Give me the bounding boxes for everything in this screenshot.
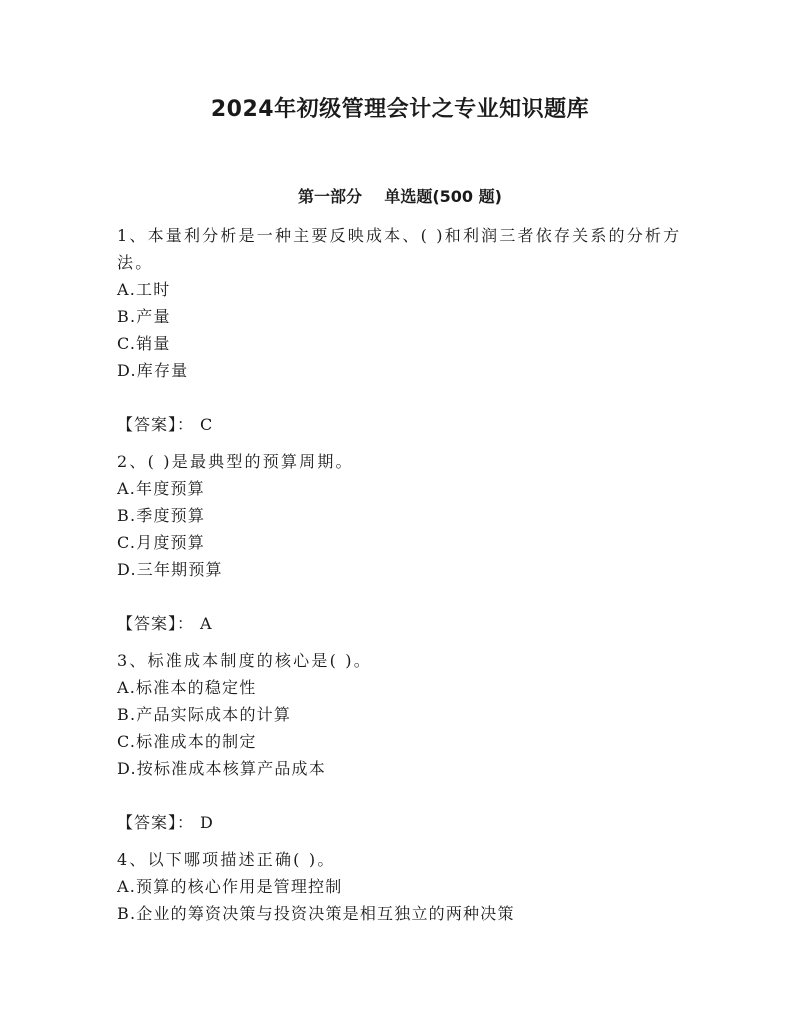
question-stem: 1、本量利分析是一种主要反映成本、( )和利润三者依存关系的分析方法。 [117, 226, 682, 272]
answer-value: C [200, 415, 214, 434]
option-b: B.产品实际成本的计算 [117, 705, 292, 724]
option-c: C.月度预算 [117, 533, 205, 552]
answer-value: A [200, 614, 213, 633]
option-d: D.三年期预算 [117, 560, 223, 579]
option-b: B.产量 [117, 307, 171, 326]
option-c: C.标准成本的制定 [117, 732, 257, 751]
answer-line [117, 809, 687, 836]
document-title: 2024年初级管理会计之专业知识题库 [210, 97, 590, 122]
option-b: B.企业的筹资决策与投资决策是相互独立的两种决策 [117, 904, 515, 923]
question-1 [117, 222, 687, 438]
option-a: A.标准本的稳定性 [117, 678, 257, 697]
question-list [117, 222, 687, 927]
question-4 [117, 846, 687, 927]
answer-line [117, 610, 687, 637]
option-a: A.年度预算 [117, 479, 205, 498]
option-a: A.工时 [117, 280, 171, 299]
answer-label: 【答案】： [117, 415, 195, 434]
question-2 [117, 448, 687, 637]
option-a: A.预算的核心作用是管理控制 [117, 877, 343, 896]
question-stem: 3、标准成本制度的核心是( )。 [117, 651, 372, 670]
option-d: D.按标准成本核算产品成本 [117, 759, 326, 778]
question-3 [117, 647, 687, 836]
option-c: C.销量 [117, 334, 171, 353]
answer-line [117, 411, 687, 438]
answer-value: D [200, 813, 214, 832]
section-title: 第一部分 单选题(500 题) [298, 187, 502, 206]
answer-label: 【答案】： [117, 813, 195, 832]
option-d: D.库存量 [117, 361, 189, 380]
answer-label: 【答案】： [117, 614, 195, 633]
question-stem: 2、( )是最典型的预算周期。 [117, 452, 354, 471]
question-stem: 4、以下哪项描述正确( )。 [117, 850, 336, 869]
option-b: B.季度预算 [117, 506, 206, 525]
